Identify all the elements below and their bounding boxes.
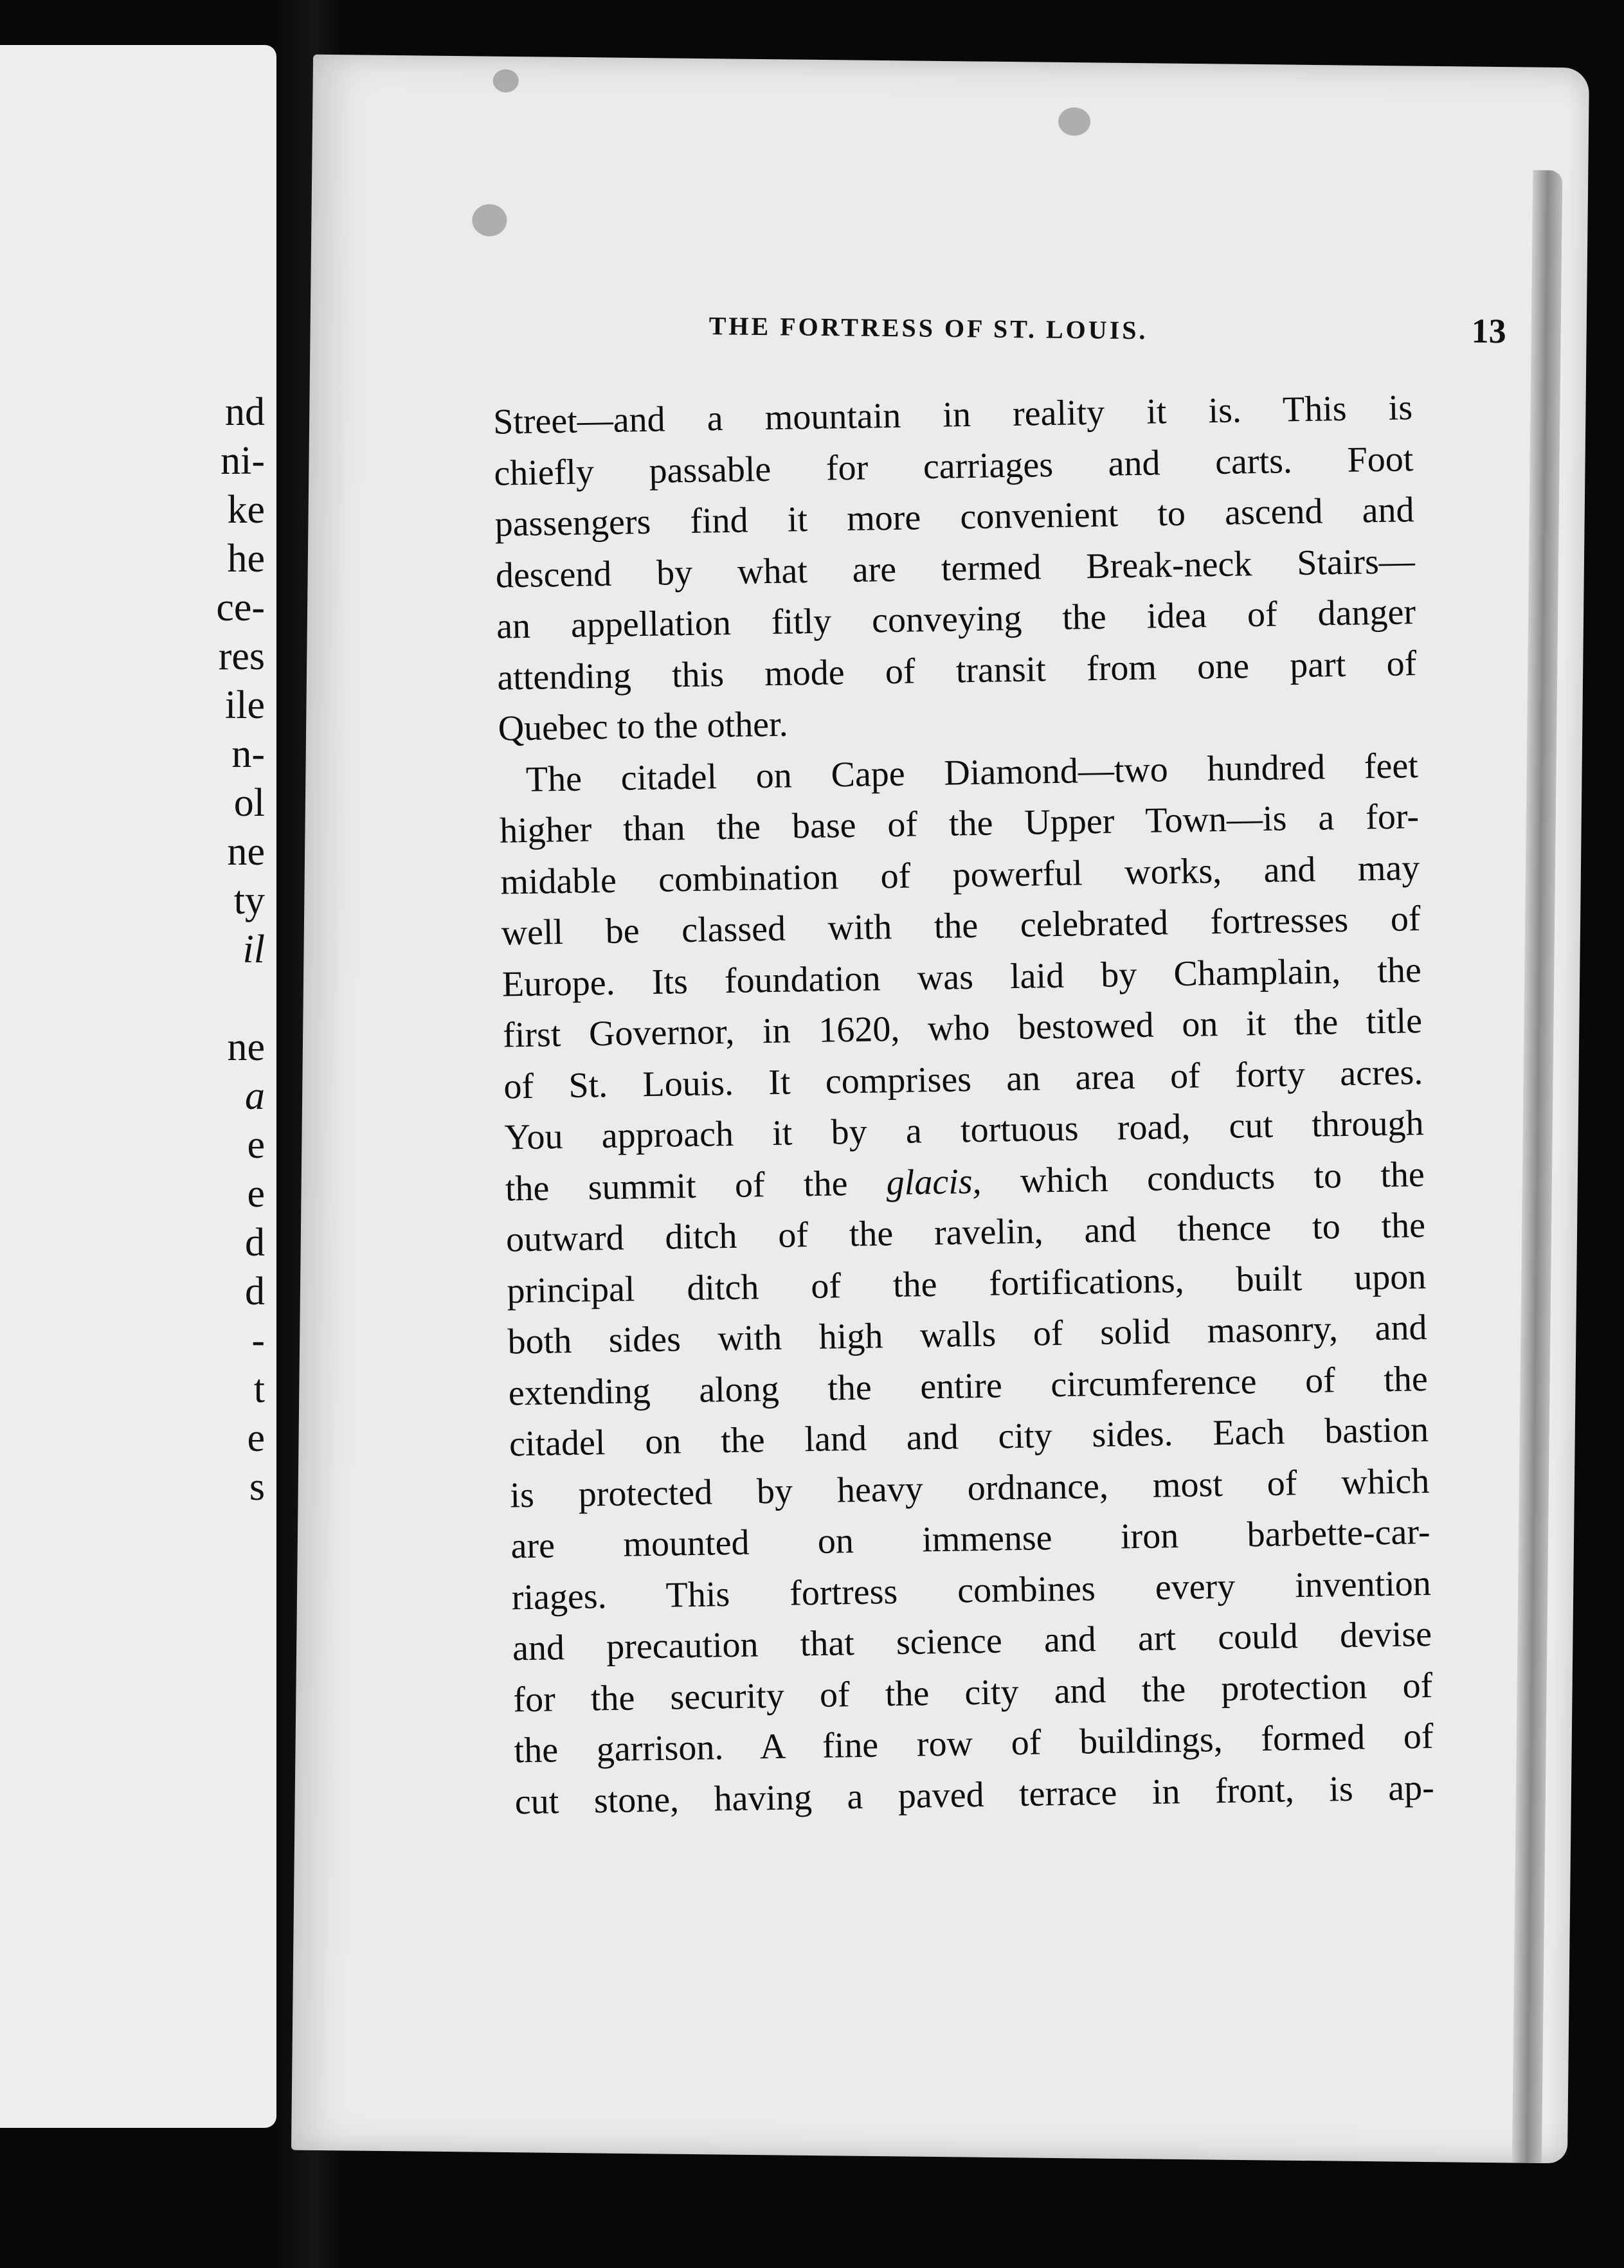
left-page-text-fragment: e <box>247 1416 265 1460</box>
left-page-text-fragment: t <box>253 1367 265 1411</box>
page-number: 13 <box>1471 311 1507 351</box>
text-line: extending along the entire circumference of the <box>508 1358 1429 1413</box>
left-page-text-fragment: he <box>227 537 265 580</box>
text-line: Europe. Its foundation was laid by Champlain, the <box>501 950 1422 1005</box>
paper-speck <box>1058 107 1090 136</box>
page-body <box>493 382 1435 1828</box>
text-line: an appellation fitly conveying the idea of danger <box>496 592 1416 647</box>
running-head <box>708 303 1506 351</box>
text-line: citadel on the land and city sides. Each bastion <box>509 1409 1429 1464</box>
left-page-text-fragment: ni- <box>221 439 265 483</box>
text-line: are mounted on immense iron barbette-car- <box>510 1511 1430 1567</box>
text-line: passengers find it more convenient to ascend and <box>494 490 1414 544</box>
text-line: Quebec to the other. <box>498 704 789 749</box>
paragraph <box>493 382 1418 755</box>
text-line: the garrison. A fine row of buildings, formed of <box>514 1716 1434 1771</box>
book-page <box>291 55 1589 2164</box>
text-line: outward ditch of the ravelin, and thence to the <box>505 1205 1426 1260</box>
left-page-text-fragment: e <box>247 1123 265 1167</box>
text-line: first Governor, in 1620, who bestowed on it the title <box>502 1001 1423 1056</box>
italic-word: glacis, <box>886 1161 982 1203</box>
text-line: higher than the base of the Upper Town—is a for- <box>499 797 1420 851</box>
left-page-text-fragment: ol <box>233 781 265 825</box>
text-line: attending this mode of transit from one part of <box>496 643 1417 698</box>
text-line: riages. This fortress combines every invention <box>511 1563 1432 1617</box>
text-line: midable combination of powerful works, and may <box>500 847 1420 903</box>
left-page-text-fragment: e <box>247 1172 265 1216</box>
running-title: THE FORTRESS OF ST. LOUIS. <box>708 311 1148 345</box>
text-line: Street—and a mountain in reality it is. This is <box>492 388 1413 442</box>
previous-page-fragment <box>0 45 276 2128</box>
left-page-text-fragment: ne <box>227 1025 265 1069</box>
left-page-text-fragment: ce- <box>216 586 265 629</box>
text-segment: the summit of the <box>505 1162 887 1209</box>
text-line: is protected by heavy ordnance, most of which <box>509 1461 1430 1515</box>
left-page-text-fragment: d <box>245 1270 265 1313</box>
text-line: of St. Louis. It comprises an area of forty acres. <box>503 1052 1423 1107</box>
left-page-text-fragment: a <box>245 1074 265 1118</box>
left-page-text-fragment: ty <box>233 879 265 923</box>
text-line: and precaution that science and art could devise <box>512 1614 1432 1669</box>
left-page-text-fragment: n- <box>231 732 265 776</box>
text-line: principal ditch of the fortifications, built upon <box>506 1256 1427 1311</box>
text-line: well be classed with the celebrated fortresses of <box>501 899 1421 953</box>
text-line: both sides with high walls of solid masonry, and <box>507 1308 1427 1362</box>
left-page-text-fragment: d <box>245 1221 265 1264</box>
left-page-text-fragment: ke <box>227 488 265 532</box>
left-page-text-fragment: s <box>249 1465 265 1509</box>
left-page-text-fragment: nd <box>225 390 265 434</box>
left-page-text-fragment: res <box>218 634 265 678</box>
text-segment: which conducts to the <box>981 1154 1425 1202</box>
text-line: cut stone, having a paved terrace in front, is ap- <box>514 1767 1435 1822</box>
paper-speck <box>493 69 519 93</box>
left-page-text-fragment: ile <box>225 683 265 727</box>
paper-speck <box>472 204 507 237</box>
left-page-text-fragment: il <box>242 928 265 971</box>
text-line: descend by what are termed Break-neck Stairs— <box>495 541 1416 596</box>
page-edge <box>1512 170 1563 2164</box>
text-line: You approach it by a tortuous road, cut through <box>504 1103 1424 1158</box>
left-page-text-fragment: - <box>251 1318 265 1362</box>
text-line: chiefly passable for carriages and carts. Foot <box>493 438 1414 494</box>
text-line: for the security of the city and the protection of <box>512 1665 1433 1720</box>
paragraph <box>498 741 1434 1828</box>
left-page-text-fragment: ne <box>227 830 265 874</box>
text-line: The citadel on Cape Diamond—two hundred feet <box>525 745 1419 800</box>
